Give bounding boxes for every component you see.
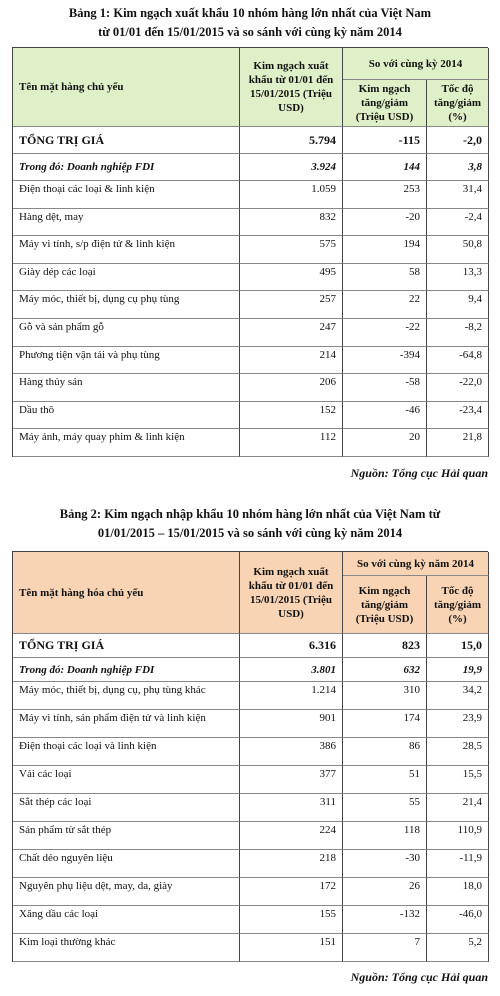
table2	[12, 551, 488, 962]
table1-cell-rate: -23,4	[427, 402, 489, 430]
table2-cell-change: -30	[343, 850, 427, 878]
table2-cell-value: 3.801	[240, 658, 343, 682]
table2-cell-value: 224	[240, 822, 343, 850]
table2-title-line1: Bảng 2: Kim ngạch nhập khẩu 10 nhóm hàng lớn nhất của Việt Nam từ	[59, 507, 441, 521]
table1-cell-change: 22	[343, 291, 427, 319]
table2-cell-value: 386	[240, 738, 343, 766]
table2-header-rate: Tốc độ tăng/giảm (%)	[427, 576, 489, 634]
table1-cell-change: 144	[343, 154, 427, 181]
table2-cell-rate: 28,5	[427, 738, 489, 766]
table2-cell-value: 901	[240, 710, 343, 738]
table2-source: Nguồn: Tổng cục Hải quan	[350, 970, 488, 984]
table2-cell-rate: 110,9	[427, 822, 489, 850]
table2-cell-change: 7	[343, 934, 427, 962]
table1-header-compare: So với cùng kỳ 2014	[343, 48, 489, 80]
table1-cell-value: 214	[240, 347, 343, 375]
table1-header-item: Tên mặt hàng chủ yếu	[13, 48, 240, 127]
table1-cell-value: 206	[240, 374, 343, 402]
table2-cell-change: 118	[343, 822, 427, 850]
table1-cell-value: 152	[240, 402, 343, 430]
table2-cell-name: Trong đó: Doanh nghiệp FDI	[13, 658, 240, 682]
table1-title	[10, 4, 490, 42]
table2-cell-change: 55	[343, 794, 427, 822]
table2-cell-name: TỔNG TRỊ GIÁ	[13, 634, 240, 658]
table2-cell-change: 174	[343, 710, 427, 738]
table1-title-line1: Bảng 1: Kim ngạch xuất khẩu 10 nhóm hàng lớn nhất của Việt Nam	[68, 6, 432, 20]
table2-cell-rate: -11,9	[427, 850, 489, 878]
table1-cell-change: 194	[343, 236, 427, 264]
table2-cell-rate: 15,5	[427, 766, 489, 794]
table1-cell-change: -115	[343, 127, 427, 154]
table1-cell-rate: 3,8	[427, 154, 489, 181]
table1-cell-change: -58	[343, 374, 427, 402]
table1-cell-value: 3.924	[240, 154, 343, 181]
table1-cell-value: 247	[240, 319, 343, 347]
table1-cell-rate: 9,4	[427, 291, 489, 319]
table1-cell-change: -394	[343, 347, 427, 375]
table1-cell-name: Hàng dệt, may	[13, 209, 240, 237]
table1-header-value: Kim ngạch xuất khẩu từ 01/01 đến 15/01/2015 (Triệu USD)	[240, 48, 343, 127]
table2-cell-change: 86	[343, 738, 427, 766]
table1-cell-value: 112	[240, 429, 343, 457]
table1-cell-rate: 31,4	[427, 181, 489, 209]
table1-cell-change: -22	[343, 319, 427, 347]
table1-cell-value: 257	[240, 291, 343, 319]
table1-cell-name: Giày dép các loại	[13, 264, 240, 292]
table2-cell-value: 6.316	[240, 634, 343, 658]
table1-cell-name: Máy ảnh, máy quay phim & linh kiện	[13, 429, 240, 457]
table2-cell-name: Vải các loại	[13, 766, 240, 794]
table2-header-value: Kim ngạch xuất khẩu từ 01/01 đến 15/01/2015 (Triệu USD)	[240, 552, 343, 634]
table2-header-item: Tên mặt hàng hóa chủ yếu	[13, 552, 240, 634]
table1-cell-name: Trong đó: Doanh nghiệp FDI	[13, 154, 240, 181]
table2-cell-rate: 19,9	[427, 658, 489, 682]
table2-cell-rate: 34,2	[427, 682, 489, 710]
table1-cell-change: 58	[343, 264, 427, 292]
table2-cell-value: 218	[240, 850, 343, 878]
table1-cell-name: Điện thoại các loại & linh kiện	[13, 181, 240, 209]
table1-header-rate: Tốc độ tăng/giảm (%)	[427, 80, 489, 127]
table1-cell-name: Máy móc, thiết bị, dụng cụ phụ tùng	[13, 291, 240, 319]
table1-cell-value: 5.794	[240, 127, 343, 154]
table2-cell-rate: 21,4	[427, 794, 489, 822]
table1-cell-name: Gỗ và sản phẩm gỗ	[13, 319, 240, 347]
table1-cell-value: 832	[240, 209, 343, 237]
table2-cell-change: 310	[343, 682, 427, 710]
table1-cell-name: Dầu thô	[13, 402, 240, 430]
table1-cell-rate: -2,0	[427, 127, 489, 154]
table2-cell-name: Kim loại thường khác	[13, 934, 240, 962]
table2-cell-name: Xăng dầu các loại	[13, 906, 240, 934]
table2-cell-name: Máy móc, thiết bị, dụng cụ, phụ tùng khác	[13, 682, 240, 710]
table2-cell-rate: 15,0	[427, 634, 489, 658]
table2-title	[10, 505, 490, 543]
table2-title-line2: 01/01/2015 – 15/01/2015 và so sánh với cùng kỳ năm 2014	[97, 526, 403, 540]
table2-cell-name: Điện thoại các loại và linh kiện	[13, 738, 240, 766]
table1-cell-value: 575	[240, 236, 343, 264]
table2-cell-value: 311	[240, 794, 343, 822]
table1-cell-rate: 13,3	[427, 264, 489, 292]
table2-cell-value: 1.214	[240, 682, 343, 710]
table2-cell-value: 172	[240, 878, 343, 906]
table2-cell-name: Sản phẩm từ sắt thép	[13, 822, 240, 850]
table1-cell-name: TỔNG TRỊ GIÁ	[13, 127, 240, 154]
table2-cell-change: 823	[343, 634, 427, 658]
table2-cell-name: Sắt thép các loại	[13, 794, 240, 822]
table2-cell-name: Máy vi tính, sản phẩm điện tử và linh kiện	[13, 710, 240, 738]
table1-cell-value: 1.059	[240, 181, 343, 209]
table2-cell-change: 632	[343, 658, 427, 682]
table1-cell-rate: -8,2	[427, 319, 489, 347]
table2-cell-rate: 18,0	[427, 878, 489, 906]
table1-cell-rate: 50,8	[427, 236, 489, 264]
table2-cell-name: Nguyên phụ liệu dệt, may, da, giày	[13, 878, 240, 906]
table1-cell-name: Hàng thủy sản	[13, 374, 240, 402]
table1	[12, 47, 488, 457]
table2-cell-rate: 23,9	[427, 710, 489, 738]
table2-header-compare: So với cùng kỳ năm 2014	[343, 552, 489, 576]
table2-header-change: Kim ngạch tăng/giảm (Triệu USD)	[343, 576, 427, 634]
table1-cell-rate: -2,4	[427, 209, 489, 237]
table2-cell-value: 155	[240, 906, 343, 934]
table2-cell-value: 151	[240, 934, 343, 962]
table2-cell-rate: 5,2	[427, 934, 489, 962]
table1-cell-name: Máy vi tính, s/p điện tử & linh kiện	[13, 236, 240, 264]
table1-cell-change: 253	[343, 181, 427, 209]
table2-cell-change: -132	[343, 906, 427, 934]
table2-cell-change: 26	[343, 878, 427, 906]
table1-cell-rate: -22,0	[427, 374, 489, 402]
table1-cell-rate: 21,8	[427, 429, 489, 457]
table1-cell-change: -20	[343, 209, 427, 237]
table1-title-line2: từ 01/01 đến 15/01/2015 và so sánh với cùng kỳ năm 2014	[98, 25, 402, 39]
table1-cell-change: 20	[343, 429, 427, 457]
table1-cell-name: Phương tiện vận tải và phụ tùng	[13, 347, 240, 375]
table1-cell-value: 495	[240, 264, 343, 292]
table1-source: Nguồn: Tổng cục Hải quan	[350, 466, 488, 480]
table2-cell-rate: -46,0	[427, 906, 489, 934]
table1-cell-rate: -64,8	[427, 347, 489, 375]
table2-cell-value: 377	[240, 766, 343, 794]
table2-cell-name: Chất dẻo nguyên liệu	[13, 850, 240, 878]
table2-cell-change: 51	[343, 766, 427, 794]
table1-cell-change: -46	[343, 402, 427, 430]
table1-header-change: Kim ngạch tăng/giảm (Triệu USD)	[343, 80, 427, 127]
